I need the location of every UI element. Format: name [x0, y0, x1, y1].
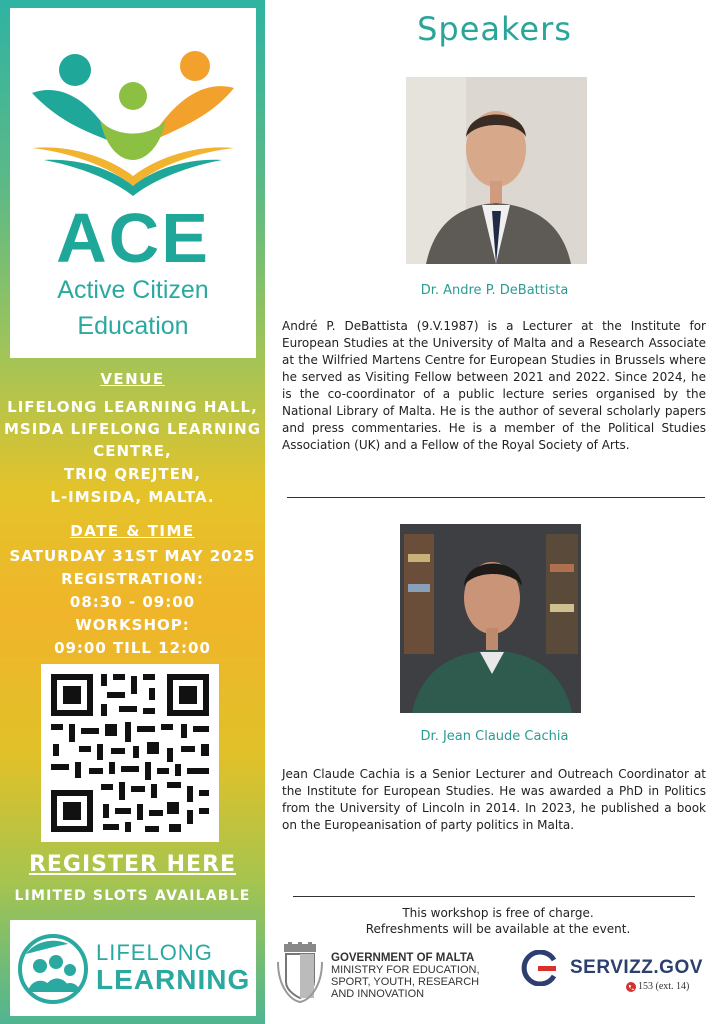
learning-text: LEARNING — [96, 964, 251, 995]
venue-line: CENTRE, — [93, 442, 172, 460]
ace-subtitle-line1: Active Citizen — [57, 276, 209, 304]
ace-figures-icon — [30, 48, 236, 198]
speaker-1-portrait-icon — [406, 77, 587, 264]
servizz-logo-icon — [520, 950, 560, 986]
date-time-heading: DATE & TIME — [70, 522, 195, 540]
phone-number[interactable]: 153 (ext. 14) — [638, 981, 690, 992]
registration-qr-code[interactable] — [41, 664, 219, 842]
ace-logo — [10, 8, 256, 358]
ministry-line: MINISTRY FOR EDUCATION, — [331, 964, 480, 976]
servizz-gov-label: SERVIZZ.GOV — [570, 957, 703, 978]
lifelong-text: LIFELONG — [96, 940, 213, 965]
speaker-2-name: Dr. Jean Claude Cachia — [420, 729, 569, 744]
phone-icon — [626, 982, 636, 992]
lifelong-learning-people-icon — [16, 932, 90, 1006]
date-time-line: WORKSHOP: — [75, 616, 190, 634]
register-here-link[interactable]: REGISTER HERE — [28, 852, 237, 877]
limited-slots-note: LIMITED SLOTS AVAILABLE — [14, 888, 251, 904]
venue-line: TRIQ QREJTEN, — [63, 465, 202, 483]
government-of-malta-heading: GOVERNMENT OF MALTA — [331, 952, 475, 964]
date-time-line: REGISTRATION: — [61, 570, 204, 588]
speaker-1-name: Dr. Andre P. DeBattista — [420, 283, 569, 298]
speaker-1-photo — [406, 77, 587, 264]
date-time-line: SATURDAY 31ST MAY 2025 — [9, 547, 256, 565]
venue-line: MSIDA LIFELONG LEARNING — [3, 420, 262, 438]
lifelong-learning-logo — [10, 920, 256, 1016]
speaker-2-bio: Jean Claude Cachia is a Senior Lecturer and Outreach Coordinator at the Institute for European Studies. He was awarded a PhD in Politics from the University of Lincoln in 2014. In 2023, he published a book on the Europeanisation of party politics in Malta. — [282, 767, 706, 832]
ace-subtitle-line2: Education — [77, 312, 189, 340]
divider — [293, 896, 695, 897]
speaker-2-portrait-icon — [400, 524, 581, 713]
refreshments-text: Refreshments will be available at the event. — [365, 922, 631, 936]
ministry-line: SPORT, YOUTH, RESEARCH — [331, 976, 480, 988]
divider — [287, 497, 705, 498]
malta-coat-of-arms-icon — [276, 942, 324, 1004]
speaker-1-bio: André P. DeBattista (9.V.1987) is a Lecturer at the Institute for European Studies at the University of Malta and a Research Associate at the Wilfried Martens Centre for European Studies in Brussels where he served as Visiting Fellow between 2021 and 2022. Since 2024, he is the co-coordinator of a public lecture series organised by the National Library of Malta. He is the author of several scholarly papers and press commentaries. He is a member of the Political Studies Association (UK) and a Fellow of the Royal Society of Arts. — [282, 319, 706, 452]
date-time-line: 08:30 - 09:00 — [69, 593, 196, 611]
qr-code-icon — [41, 664, 219, 842]
speakers-title: Speakers — [417, 10, 572, 48]
free-of-charge-text: This workshop is free of charge. — [402, 906, 594, 920]
speaker-2-photo — [400, 524, 581, 713]
sidebar — [0, 0, 265, 1024]
venue-line: LIFELONG LEARNING HALL, — [7, 398, 258, 416]
venue-heading: VENUE — [100, 370, 165, 388]
ace-title: ACE — [56, 199, 210, 277]
ministry-line: AND INNOVATION — [331, 988, 425, 1000]
date-time-line: 09:00 TILL 12:00 — [54, 639, 211, 657]
venue-line: L-IMSIDA, MALTA. — [50, 488, 215, 506]
